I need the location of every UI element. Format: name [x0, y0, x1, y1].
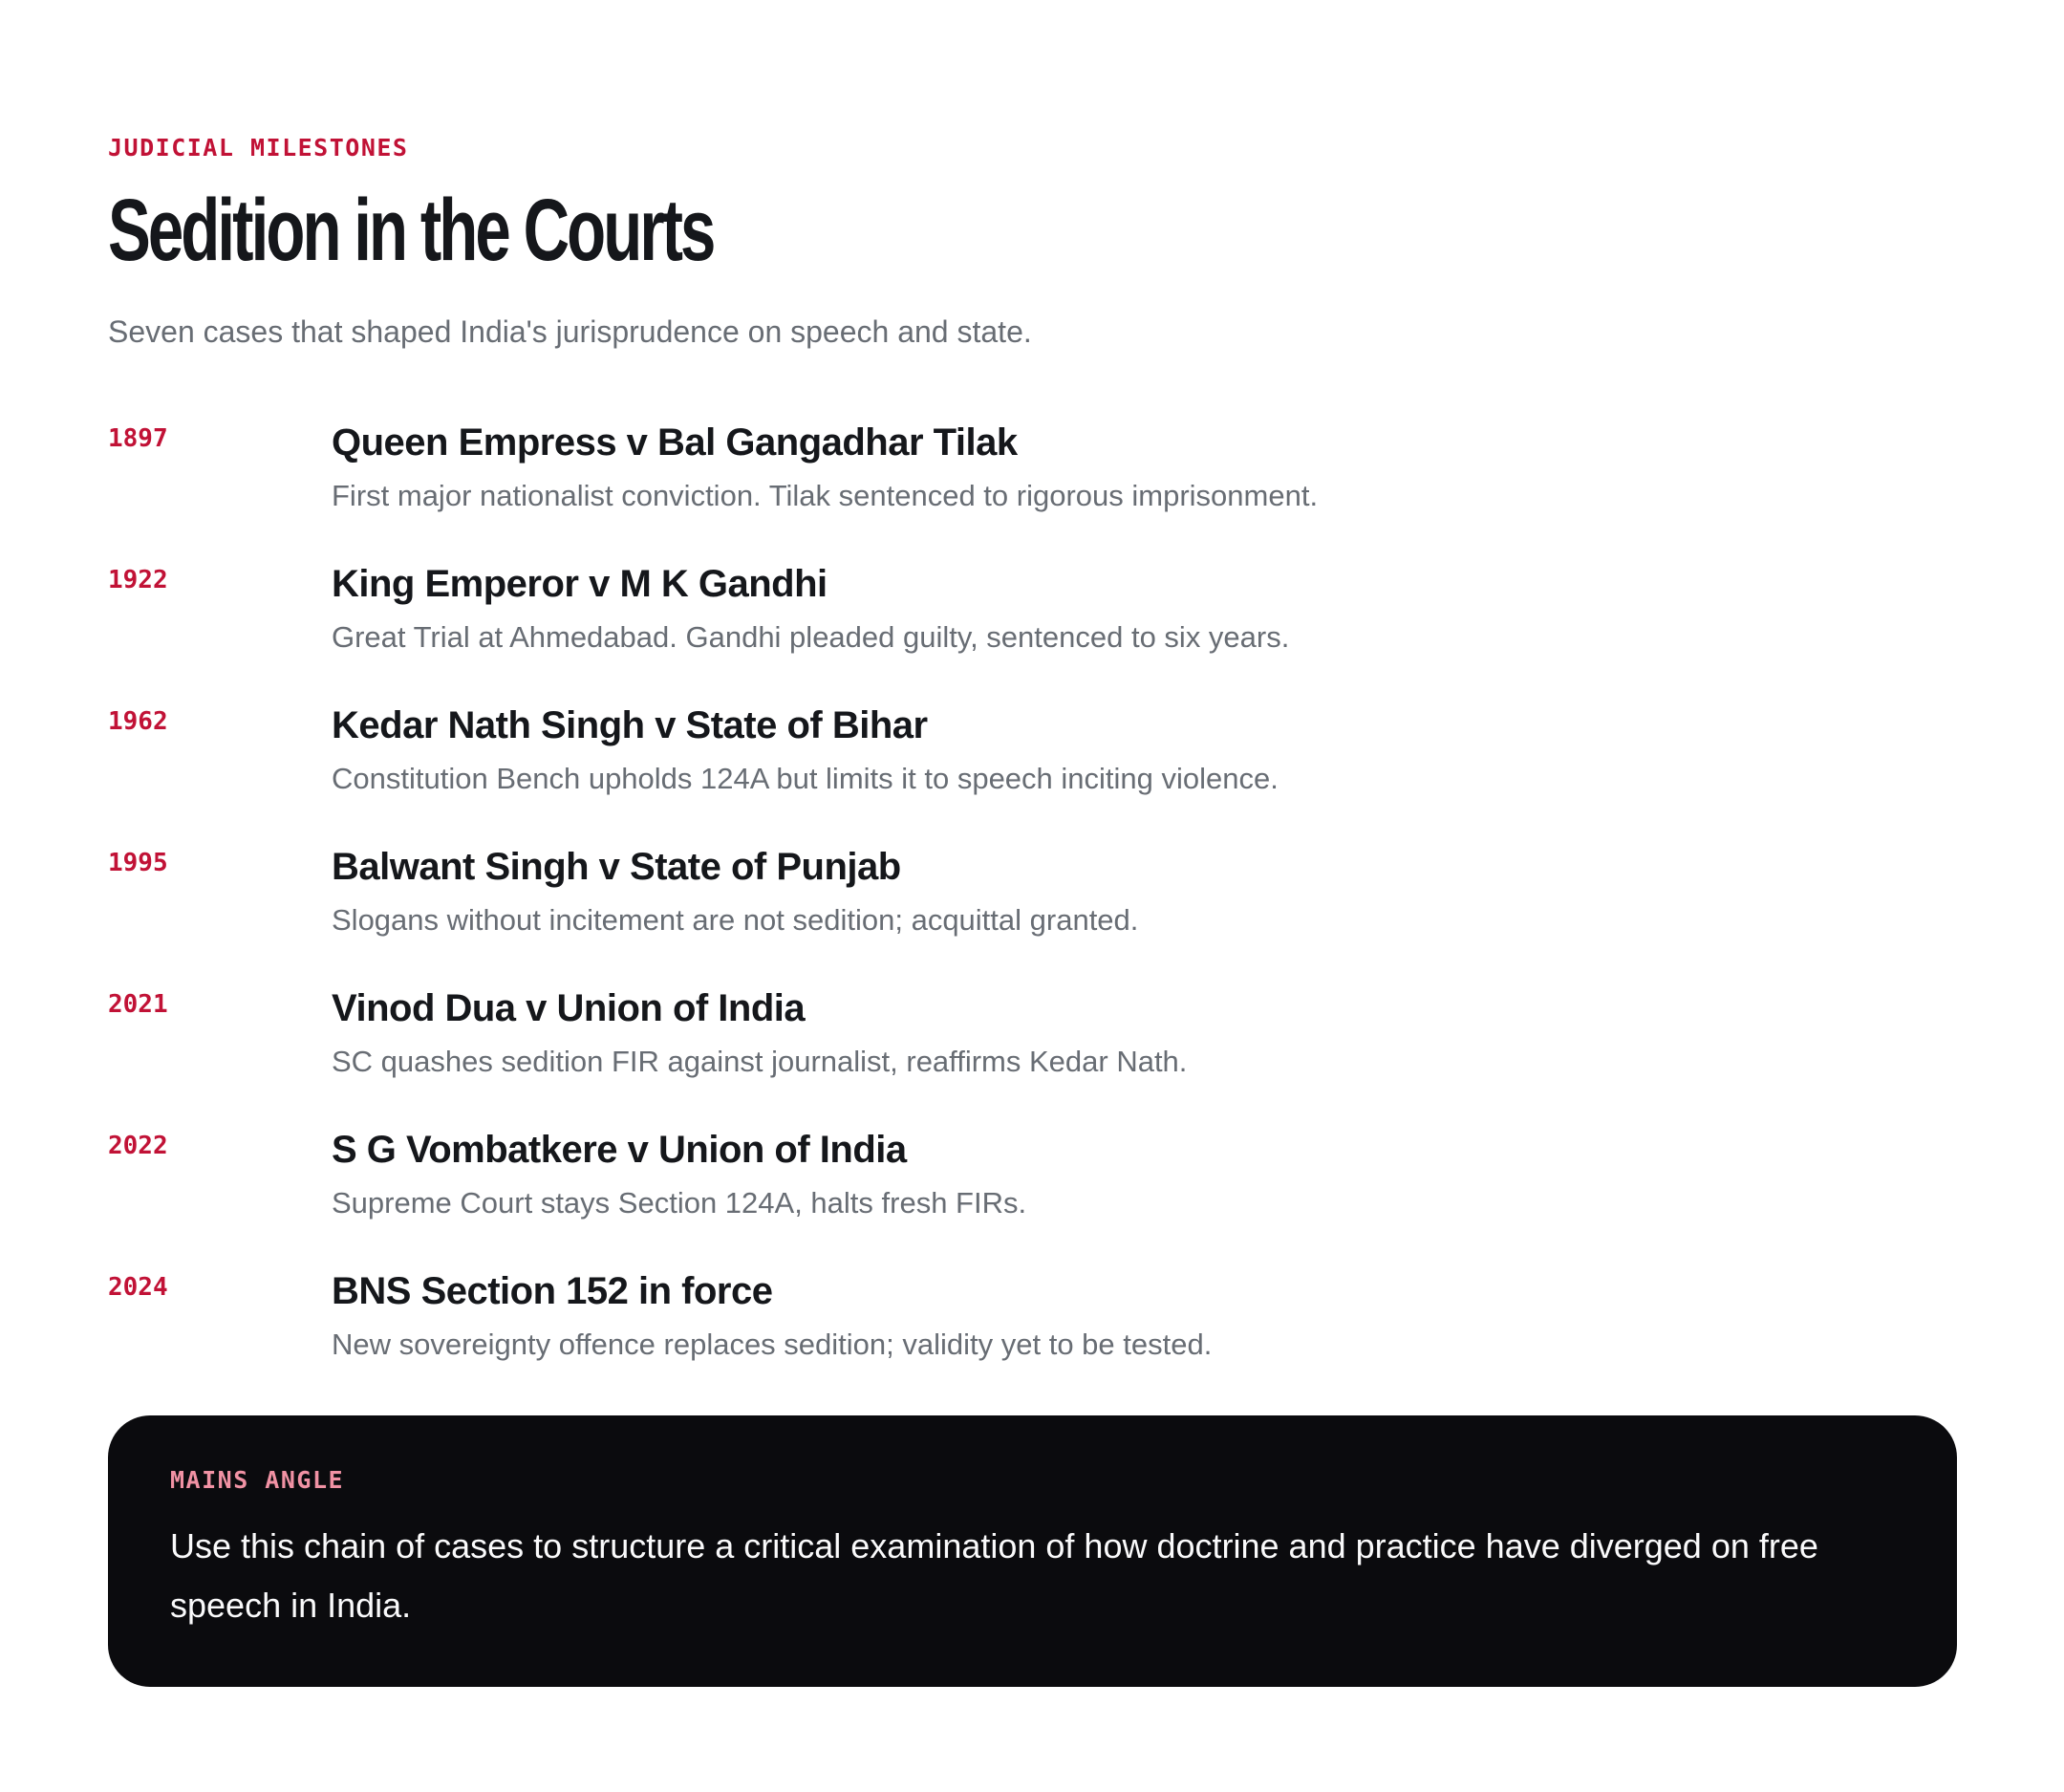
- case-summary: SC quashes sedition FIR against journalist, reaffirms Kedar Nath.: [332, 1044, 1188, 1078]
- timeline-year: 1897: [108, 423, 168, 453]
- page-subtitle: Seven cases that shaped India's jurisprudence on speech and state.: [108, 314, 1032, 349]
- case-summary: Supreme Court stays Section 124A, halts fresh FIRs.: [332, 1185, 1027, 1220]
- timeline-content: [332, 844, 1957, 939]
- timeline-item: [108, 702, 1957, 798]
- case-summary: First major nationalist conviction. Tilak sentenced to rigorous imprisonment.: [332, 478, 1319, 512]
- timeline-content: [332, 1268, 1957, 1364]
- timeline-year: 1962: [108, 706, 168, 736]
- case-summary: Slogans without incitement are not sedition; acquittal granted.: [332, 902, 1139, 937]
- case-title: Queen Empress v Bal Gangadhar Tilak: [332, 421, 1018, 464]
- timeline-year: 2024: [108, 1272, 168, 1302]
- timeline: [108, 420, 1957, 1364]
- timeline-item: [108, 420, 1957, 515]
- timeline-content: [332, 985, 1957, 1081]
- timeline-item: [108, 1268, 1957, 1364]
- timeline-item: [108, 1127, 1957, 1222]
- timeline-item: [108, 844, 1957, 939]
- timeline-year: 2022: [108, 1131, 168, 1160]
- case-title: King Emperor v M K Gandhi: [332, 562, 828, 605]
- case-title: S G Vombatkere v Union of India: [332, 1128, 907, 1171]
- page-title: [108, 182, 1957, 279]
- mains-angle-callout: [108, 1415, 1957, 1687]
- timeline-content: [332, 420, 1957, 515]
- timeline-item: [108, 985, 1957, 1081]
- timeline-item: [108, 561, 1957, 657]
- timeline-year: 1922: [108, 565, 168, 594]
- case-title: Balwant Singh v State of Punjab: [332, 845, 901, 888]
- callout-kicker: MAINS ANGLE: [170, 1465, 345, 1494]
- case-summary: Constitution Bench upholds 124A but limits it to speech inciting violence.: [332, 761, 1279, 795]
- case-title: Vinod Dua v Union of India: [332, 986, 806, 1029]
- case-summary: New sovereignty offence replaces sedition; validity yet to be tested.: [332, 1327, 1213, 1361]
- kicker: JUDICIAL MILESTONES: [108, 134, 409, 162]
- case-title: BNS Section 152 in force: [332, 1269, 773, 1312]
- callout-body: Use this chain of cases to structure a critical examination of how doctrine and practice have diverged on free speech in India.: [170, 1525, 1818, 1625]
- case-summary: Great Trial at Ahmedabad. Gandhi pleaded guilty, sentenced to six years.: [332, 619, 1290, 654]
- timeline-year: 2021: [108, 989, 168, 1019]
- timeline-content: [332, 1127, 1957, 1222]
- timeline-year: 1995: [108, 848, 168, 877]
- timeline-content: [332, 702, 1957, 798]
- timeline-content: [332, 561, 1957, 657]
- article-header: [108, 134, 1957, 353]
- page-title-text: Sedition in the Courts: [108, 182, 714, 279]
- case-title: Kedar Nath Singh v State of Bihar: [332, 703, 928, 746]
